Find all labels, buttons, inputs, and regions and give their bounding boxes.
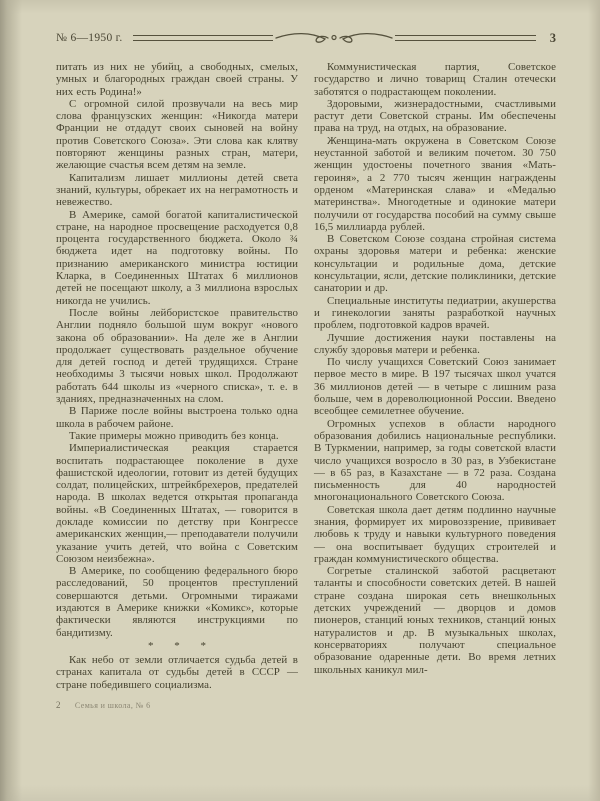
paragraph: Как небо от земли отличается судьба детей в странах капитала от судьбы детей в СССР — стране победившего социализма. xyxy=(56,653,298,691)
rule-line-left xyxy=(133,35,274,41)
paragraph: С огромной силой прозвучали на весь мир слова французских женщин: «Никогда матери Франции не отдадут своих сыновей на войну против Советского Союза». Эти слова как клятву повторяют женщины разных стран, матери, желающие счастья всем детям на земле. xyxy=(56,97,298,172)
paragraph: Огромных успехов в области народного образования добились национальные республики. В Туркмении, например, за годы советской власти число учащихся возросло в 30 раз, в Узбекистане — в 65 раз, в Казахстане — в 72 раза. Создана письменность для 40 народностей многонационального Советского Союза. xyxy=(314,417,556,504)
paragraph: Специальные институты педиатрии, акушерства и гинекологии заняты разработкой научных проблем, подготовкой кадров врачей. xyxy=(314,294,556,332)
paragraph: По числу учащихся Советский Союз занимает первое место в мире. В 197 тысячах школ учатся 36 миллионов детей — в четыре с лишним раза больше, чем в дореволюционной России. Введено всеобщее семилетнее обучение. xyxy=(314,356,556,418)
paragraph: Здоровыми, жизнерадостными, счастливыми растут дети Советской страны. Им обеспечены права на труд, на отдых, на образование. xyxy=(314,97,556,135)
left-column-closing xyxy=(56,654,298,691)
right-column xyxy=(314,61,556,710)
paragraph: В Америке, по сообщению федерального бюро расследований, 50 процентов преступлений совершаются детьми. Огромными тиражами издаются в Америке книжки «Комикс», которые фактически являются инструкциями по бандитизму. xyxy=(56,565,298,639)
issue-label: № 6—1950 г. xyxy=(56,32,123,44)
page-header xyxy=(56,30,556,46)
paragraph: Лучшие достижения науки поставлены на службу здоровья матери и ребенка. xyxy=(314,331,556,356)
paragraph: В Советском Союзе создана стройная система охраны здоровья матери и ребенка: женские консультации и родильные дома, детские консультации, ясли, детские поликлиники, детские санатории и др. xyxy=(314,233,556,295)
paragraph: Женщина-мать окружена в Советском Союзе неустанной заботой и великим почетом. 30 750 женщин удостоены почетного звания «Мать-героиня», а 2 770 тысяч женщин награждены орденом «Материнская слава» и «Медалью материнства». Многодетные и одинокие матери получили от государства пособий на сумму свыше 16,5 миллиарда рублей. xyxy=(314,134,556,233)
paragraph: В Америке, самой богатой капиталистической стране, на народное просвещение расходуется 0,8 процента государственного бюджета. Около ¾ бюджета идет на подготовку войны. По признанию американского министра юстиции Кларка, в Соединенных Штатах 6 миллионов детей не посещают школу, а 3 миллиона взрослых никогда не учились. xyxy=(56,208,298,307)
rule-line-right xyxy=(395,35,536,41)
asterisk-separator: * * * xyxy=(148,639,215,652)
paragraph: Согретые сталинской заботой расцветают таланты и способности советских детей. В нашей стране создана широкая сеть внешкольных детских учреждений — дворцов и домов пионеров, станций юных техников, станций юных натуралистов и др. В музыкальных школах, консерваториях получают специальное образование одаренные дети. Во время летних школьных каникул мил- xyxy=(314,565,556,676)
left-column-body xyxy=(56,61,298,639)
paragraph: питать из них не убийц, а свободных, смелых, умных и благородных граждан своей страны. У них есть Родина!» xyxy=(56,61,298,98)
signature-text: Семья и школа, № 6 xyxy=(74,700,151,710)
paragraph: Империалистическая реакция старается воспитать подрастающее поколение в духе фашистской идеологии, готовит из детей будущих солдат, полицейских, штрейкбрехеров, предателей народа. В школах ведется открытая пропаганда войны. «В Соединенных Штатах, — говорится в докладе комиссии по детству при Конгрессе американских женщин,— преподаватели получили указание учить детей, что война с Советским Союзом неизбежна». xyxy=(56,442,298,565)
paragraph: Советская школа дает детям подлинно научные знания, формирует их мировоззрение, прививает любовь к труду и навыки культурного поведения — она воспитывает будущих строителей и граждан коммунистического общества. xyxy=(314,503,556,565)
text-columns xyxy=(56,61,556,710)
swirl-ornament-icon xyxy=(275,30,393,46)
paragraph: Коммунистическая партия, Советское государство и лично товарищ Сталин отечески заботятся о подрастающем поколении. xyxy=(314,61,556,98)
page-number: 3 xyxy=(549,30,556,45)
left-column xyxy=(56,61,298,710)
right-column-body xyxy=(314,61,556,676)
signature-line xyxy=(56,700,298,710)
paragraph: Такие примеры можно приводить без конца. xyxy=(69,429,279,442)
paragraph: Капитализм лишает миллионы детей света знаний, культуры, обрекает их на неграмотность и невежество. xyxy=(56,171,298,209)
signature-number: 2 xyxy=(56,699,61,710)
paragraph: В Париже после войны выстроена только одна школа в рабочем районе. xyxy=(56,405,298,430)
decorative-rule xyxy=(133,30,536,46)
paragraph: После войны лейбористское правительство Англии подняло большой шум вокруг «нового закона об образовании». На деле же в Англии продолжает существовать раздельное обучение для детей господ и детей трудящихся. Стране необходимы 3 тысячи новых школ. Продолжают работать 644 школы из «черного списка», т. е. в зданиях, предназначенных на слом. xyxy=(56,306,298,406)
